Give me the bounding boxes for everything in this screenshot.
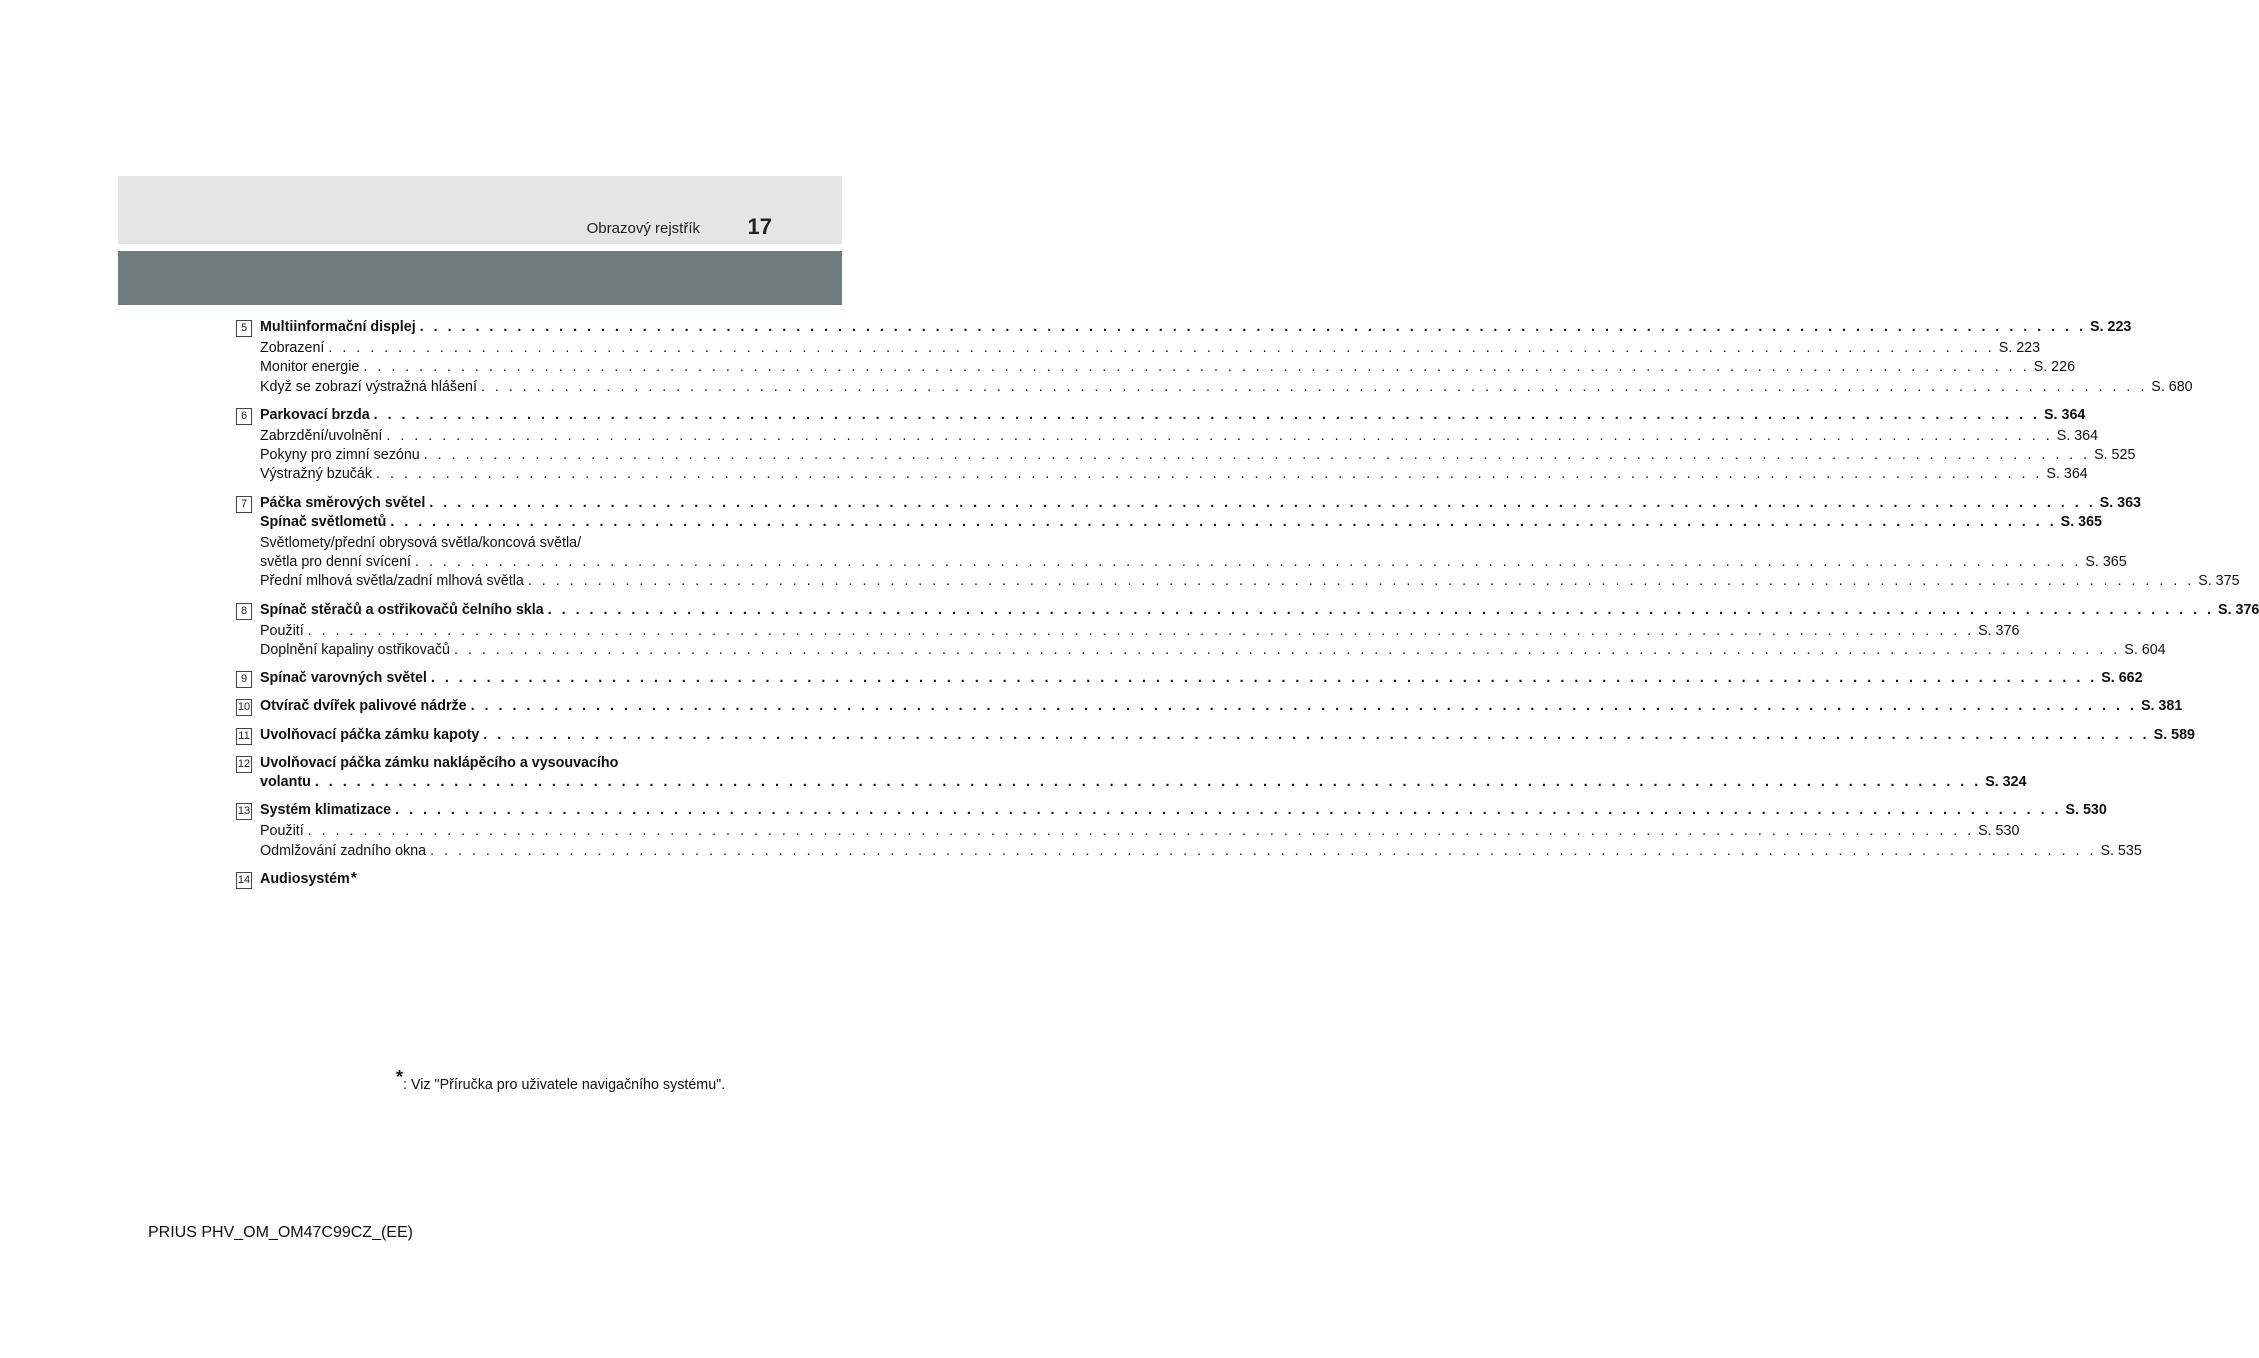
index-entry-main	[260, 754, 724, 773]
index-entry-sub-text: Zabrzdění/uvolnění	[260, 428, 383, 445]
index-entry-sub-page: S. 364	[2056, 428, 2099, 445]
sub-entries	[260, 534, 2240, 592]
index-entry-main-page: S. 381	[2140, 698, 2183, 715]
dot-leader: . . . . . . . . . . . . . . . . . . . . . . . . . . . . . . . . . . . . . . . . . . . . . . . . . . . . . . . . . . . . . . . . . . . . . . . . . . . . . . . . . . . . . . . . . . . . . . . . . . . . . . . . . . . . . . . . . . . . . . . .	[390, 513, 2057, 530]
index-entry-main-page: S. 589	[2153, 726, 2195, 743]
index-entry-sub-page: S. 376	[1978, 622, 2020, 639]
index-entry-sub	[260, 427, 2099, 446]
footnote-text: : Viz "Příručka pro uživatele navigačního systému".	[403, 1077, 726, 1093]
index-entry-sub	[260, 572, 2240, 591]
dot-leader: . . . . . . . . . . . . . . . . . . . . . . . . . . . . . . . . . . . . . . . . . . . . . . . . . . . . . . . . . . . . . . . . . . . . . . . . . . . . . . . . . . . . . . . . . . . . . . . . . . . . . . . . . . . . . . . . . . . . . . . .	[470, 698, 2137, 715]
index-entry-sub	[260, 842, 2142, 861]
index-entry-sub	[260, 822, 2020, 841]
index-entry-sub	[260, 622, 2020, 641]
index-entry-main-page: S. 365	[2060, 513, 2103, 530]
index-entry-main	[260, 801, 2107, 820]
index-entry-sub	[260, 641, 2166, 660]
index-entry-sub-text: Použití	[260, 622, 304, 639]
index-section	[236, 669, 2143, 688]
index-entry-sub-page: S. 525	[2094, 447, 2136, 464]
section-number-badge: 9	[236, 671, 252, 688]
index-entry-main-text: Spínač stěračů a ostřikovačů čelního skla	[260, 601, 544, 618]
index-entry-main-text: Audiosystém	[260, 870, 350, 887]
index-entry-main-page: S. 324	[1985, 774, 2027, 791]
index-section	[236, 754, 2027, 792]
dot-leader: . . . . . . . . . . . . . . . . . . . . . . . . . . . . . . . . . . . . . . . . . . . . . . . . . . . . . . . . . . . . . . . . . . . . . . . . . . . . . . . . . . . . . . . . . . . . . . . . . . . . . . . . . . . . . . . . . . . . . . . .	[453, 642, 2121, 659]
header-title: Obrazový rejstřík	[586, 220, 700, 237]
index-entry-main	[260, 494, 2142, 513]
index-entry-sub-text: Monitor energie	[260, 359, 360, 376]
dot-leader: . . . . . . . . . . . . . . . . . . . . . . . . . . . . . . . . . . . . . . . . . . . . . . . . . . . . . . . . . . . . . . . . . . . . . . . . . . . . . . . . . . . . . . . . . . . . . . . . . . . . . . . . . . . . . . . . . . . . . . . .	[376, 466, 2043, 483]
index-entry-main-text: Multiinformační displej	[260, 319, 416, 335]
dot-leader: . . . . . . . . . . . . . . . . . . . . . . . . . . . . . . . . . . . . . . . . . . . . . . . . . . . . . . . . . . . . . . . . . . . . . . . . . . . . . . . . . . . . . . . . . . . . . . . . . . . . . . . . . . . . . . . . . . . . . . . .	[415, 554, 2082, 571]
index-entry-main-text: Uvolňovací páčka zámku naklápěcího a vysouvacího	[260, 754, 619, 771]
index-entry-sub-text: světla pro denní svícení	[260, 554, 411, 571]
section-number-badge: 10	[236, 699, 252, 716]
index-section	[236, 697, 2183, 716]
index-entry-main-page: S. 363	[2099, 494, 2142, 511]
section-number-badge: 11	[236, 728, 252, 745]
index-list	[236, 318, 2259, 898]
index-section	[236, 406, 2136, 485]
index-entry-main-text: Otvírač dvířek palivové nádrže	[260, 698, 467, 715]
dot-leader: . . . . . . . . . . . . . . . . . . . . . . . . . . . . . . . . . . . . . . . . . . . . . . . . . . . . . . . . . . . . . . . . . . . . . . . . . . . . . . . . . . . . . . . . . . . . . . . . . . . . . . . . . . . . . . . . . . . . . . . .	[386, 428, 2053, 445]
sub-entries	[260, 339, 2193, 397]
page-header	[118, 176, 842, 244]
header-band	[118, 251, 842, 305]
index-entry-main	[260, 513, 2103, 532]
sub-entries	[260, 622, 2166, 660]
index-entry-sub-page: S. 375	[2198, 573, 2240, 590]
index-entry-main-text: Páčka směrových světel	[260, 494, 426, 511]
index-entry-sub-text: Výstražný bzučák	[260, 466, 373, 483]
section-number-badge: 8	[236, 603, 252, 620]
index-entry-sub-page: S. 535	[2100, 842, 2142, 859]
section-number-badge: 5	[236, 320, 252, 337]
index-entry-sub	[260, 446, 2136, 465]
index-section	[236, 318, 2193, 397]
index-entry-main-text: volantu	[260, 774, 311, 791]
page-number: 17	[747, 214, 772, 239]
dot-leader: . . . . . . . . . . . . . . . . . . . . . . . . . . . . . . . . . . . . . . . . . . . . . . . . . . . . . . . . . . . . . . . . . . . . . . . . . . . . . . . . . . . . . . . . . . . . . . . . . . . . . . . . . . . . . . . . . . . . . . . .	[483, 726, 2150, 743]
index-section	[236, 870, 724, 889]
index-entry-main-text: Spínač varovných světel	[260, 670, 427, 687]
dot-leader: . . . . . . . . . . . . . . . . . . . . . . . . . . . . . . . . . . . . . . . . . . . . . . . . . . . . . . . . . . . . . . . . . . . . . . . . . . . . . . . . . . . . . . . . . . . . . . . . . . . . . . . . . . . . . . . . . . . . . . . .	[314, 774, 1982, 791]
index-entry-sub	[260, 378, 2193, 397]
document-code: PRIUS PHV_OM_OM47C99CZ_(EE)	[148, 1224, 413, 1241]
dot-leader: . . . . . . . . . . . . . . . . . . . . . . . . . . . . . . . . . . . . . . . . . . . . . . . . . . . . . . . . . . . . . . . . . . . . . . . . . . . . . . . . . . . . . . . . . . . . . . . . . . . . . . . . . . . . . . . . . . . . . . . .	[547, 601, 2215, 618]
section-number-badge: 12	[236, 756, 252, 773]
dot-leader: . . . . . . . . . . . . . . . . . . . . . . . . . . . . . . . . . . . . . . . . . . . . . . . . . . . . . . . . . . . . . . . . . . . . . . . . . . . . . . . . . . . . . . . . . . . . . . . . . . . . . . . . . . . . . . . . . . . . . . . .	[307, 823, 1975, 840]
section-number-badge: 7	[236, 496, 252, 513]
footnote	[396, 1067, 726, 1093]
index-section	[236, 601, 2259, 661]
index-entry-sub-text: Přední mlhová světla/zadní mlhová světla	[260, 573, 524, 590]
dot-leader: . . . . . . . . . . . . . . . . . . . . . . . . . . . . . . . . . . . . . . . . . . . . . . . . . . . . . . . . . . . . . . . . . . . . . . . . . . . . . . . . . . . . . . . . . . . . . . . . . . . . . . . . . . . . . . . . . . . . . . . .	[373, 406, 2041, 423]
index-entry-sub	[260, 339, 2041, 358]
index-entry-main	[260, 697, 2183, 716]
index-entry-main	[260, 773, 2027, 792]
index-entry-main: Audiosystém *	[260, 870, 724, 889]
index-entry-sub	[260, 358, 2076, 377]
dot-leader: . . . . . . . . . . . . . . . . . . . . . . . . . . . . . . . . . . . . . . . . . . . . . . . . . . . . . . . . . . . . . . . . . . . . . . . . . . . . . . . . . . . . . . . . . . . . . . . . . . . . . . . . . . . . . . . . . . . . . . . .	[429, 494, 2096, 511]
index-entry-main	[260, 406, 2086, 425]
dot-leader: . . . . . . . . . . . . . . . . . . . . . . . . . . . . . . . . . . . . . . . . . . . . . . . . . . . . . . . . . . . . . . . . . . . . . . . . . . . . . . . . . . . . . . . . . . . . . . . . . . . . . . . . . . . . . . . . . . . . . . . .	[363, 359, 2030, 376]
index-entry-sub	[260, 553, 2127, 572]
index-entry-sub-page: S. 530	[1978, 823, 2020, 840]
index-entry-sub-text: Odmlžování zadního okna	[260, 842, 427, 859]
index-entry-sub-page: S. 226	[2033, 359, 2076, 376]
index-entry-sub-page: S. 604	[2124, 642, 2166, 659]
index-entry-main-text: Systém klimatizace	[260, 802, 392, 819]
index-entry-main	[260, 669, 2143, 688]
sub-entries	[260, 427, 2136, 485]
index-section	[236, 726, 2195, 745]
index-entry-main	[260, 726, 2195, 745]
index-entry-main-page: S. 376	[2218, 601, 2259, 618]
index-entry-sub-text: Doplnění kapaliny ostřikovačů	[260, 642, 450, 659]
dot-leader: . . . . . . . . . . . . . . . . . . . . . . . . . . . . . . . . . . . . . . . . . . . . . . . . . . . . . . . . . . . . . . . . . . . . . . . . . . . . . . . . . . . . . . . . . . . . . . . . . . . . . . . . . . . . . . . . . . . . . . . .	[328, 340, 1995, 357]
index-entry-sub-text: Když se zobrazí výstražná hlášení	[260, 378, 477, 395]
dot-leader: . . . . . . . . . . . . . . . . . . . . . . . . . . . . . . . . . . . . . . . . . . . . . . . . . . . . . . . . . . . . . . . . . . . . . . . . . . . . . . . . . . . . . . . . . . . . . . . . . . . . . . . . . . . . . . . . . . . . . . . .	[527, 573, 2195, 590]
index-entry-sub-text: Světlomety/přední obrysová světla/koncová světla/	[260, 535, 582, 552]
dot-leader: . . . . . . . . . . . . . . . . . . . . . . . . . . . . . . . . . . . . . . . . . . . . . . . . . . . . . . . . . . . . . . . . . . . . . . . . . . . . . . . . . . . . . . . . . . . . . . . . . . . . . . . . . . . . . . . . . . . . . . . .	[419, 319, 2087, 335]
dot-leader: . . . . . . . . . . . . . . . . . . . . . . . . . . . . . . . . . . . . . . . . . . . . . . . . . . . . . . . . . . . . . . . . . . . . . . . . . . . . . . . . . . . . . . . . . . . . . . . . . . . . . . . . . . . . . . . . . . . . . . . .	[307, 622, 1975, 639]
index-entry-main	[260, 318, 2132, 337]
index-entry-main-page: S. 364	[2044, 406, 2086, 423]
index-entry-sub-page: S. 364	[2046, 466, 2088, 483]
section-number-badge: 14	[236, 872, 252, 889]
dot-leader: . . . . . . . . . . . . . . . . . . . . . . . . . . . . . . . . . . . . . . . . . . . . . . . . . . . . . . . . . . . . . . . . . . . . . . . . . . . . . . . . . . . . . . . . . . . . . . . . . . . . . . . . . . . . . . . . . . . . . . . .	[395, 802, 2062, 819]
index-entry-sub-page: S. 223	[1998, 340, 2041, 357]
index-entry-sub-page: S. 365	[2085, 554, 2127, 571]
index-entry-main-text: Uvolňovací páčka zámku kapoty	[260, 726, 480, 743]
index-entry-sub-text: Použití	[260, 823, 304, 840]
index-entry-main	[260, 601, 2259, 620]
dot-leader: . . . . . . . . . . . . . . . . . . . . . . . . . . . . . . . . . . . . . . . . . . . . . . . . . . . . . . . . . . . . . . . . . . . . . . . . . . . . . . . . . . . . . . . . . . . . . . . . . . . . . . . . . . . . . . . . . . . . . . . .	[423, 447, 2091, 464]
index-entry-sub-page: S. 680	[2151, 378, 2193, 395]
dot-leader: . . . . . . . . . . . . . . . . . . . . . . . . . . . . . . . . . . . . . . . . . . . . . . . . . . . . . . . . . . . . . . . . . . . . . . . . . . . . . . . . . . . . . . . . . . . . . . . . . . . . . . . . . . . . . . . . . . . . . . . .	[480, 378, 2148, 395]
index-entry-main-text: Spínač světlometů	[260, 513, 387, 530]
index-entry-main-page: S. 530	[2065, 802, 2107, 819]
index-entry-main-text: Parkovací brzda	[260, 406, 370, 423]
sub-entries	[260, 822, 2142, 860]
index-entry-main-page: S. 223	[2090, 319, 2132, 335]
index-entry-main-page: S. 662	[2101, 670, 2143, 687]
dot-leader: . . . . . . . . . . . . . . . . . . . . . . . . . . . . . . . . . . . . . . . . . . . . . . . . . . . . . . . . . . . . . . . . . . . . . . . . . . . . . . . . . . . . . . . . . . . . . . . . . . . . . . . . . . . . . . . . . . . . . . . .	[430, 842, 2097, 859]
index-entry-sub	[260, 534, 724, 553]
index-entry-sub-text: Zobrazení	[260, 340, 325, 357]
index-section	[236, 801, 2142, 861]
index-entry-sub	[260, 465, 2088, 484]
dot-leader: . . . . . . . . . . . . . . . . . . . . . . . . . . . . . . . . . . . . . . . . . . . . . . . . . . . . . . . . . . . . . . . . . . . . . . . . . . . . . . . . . . . . . . . . . . . . . . . . . . . . . . . . . . . . . . . . . . . . . . . .	[430, 670, 2098, 687]
index-section	[236, 494, 2240, 592]
section-number-badge: 13	[236, 803, 252, 820]
footnote-star: *	[396, 1067, 404, 1088]
index-entry-sub-text: Pokyny pro zimní sezónu	[260, 447, 420, 464]
section-number-badge: 6	[236, 408, 252, 425]
